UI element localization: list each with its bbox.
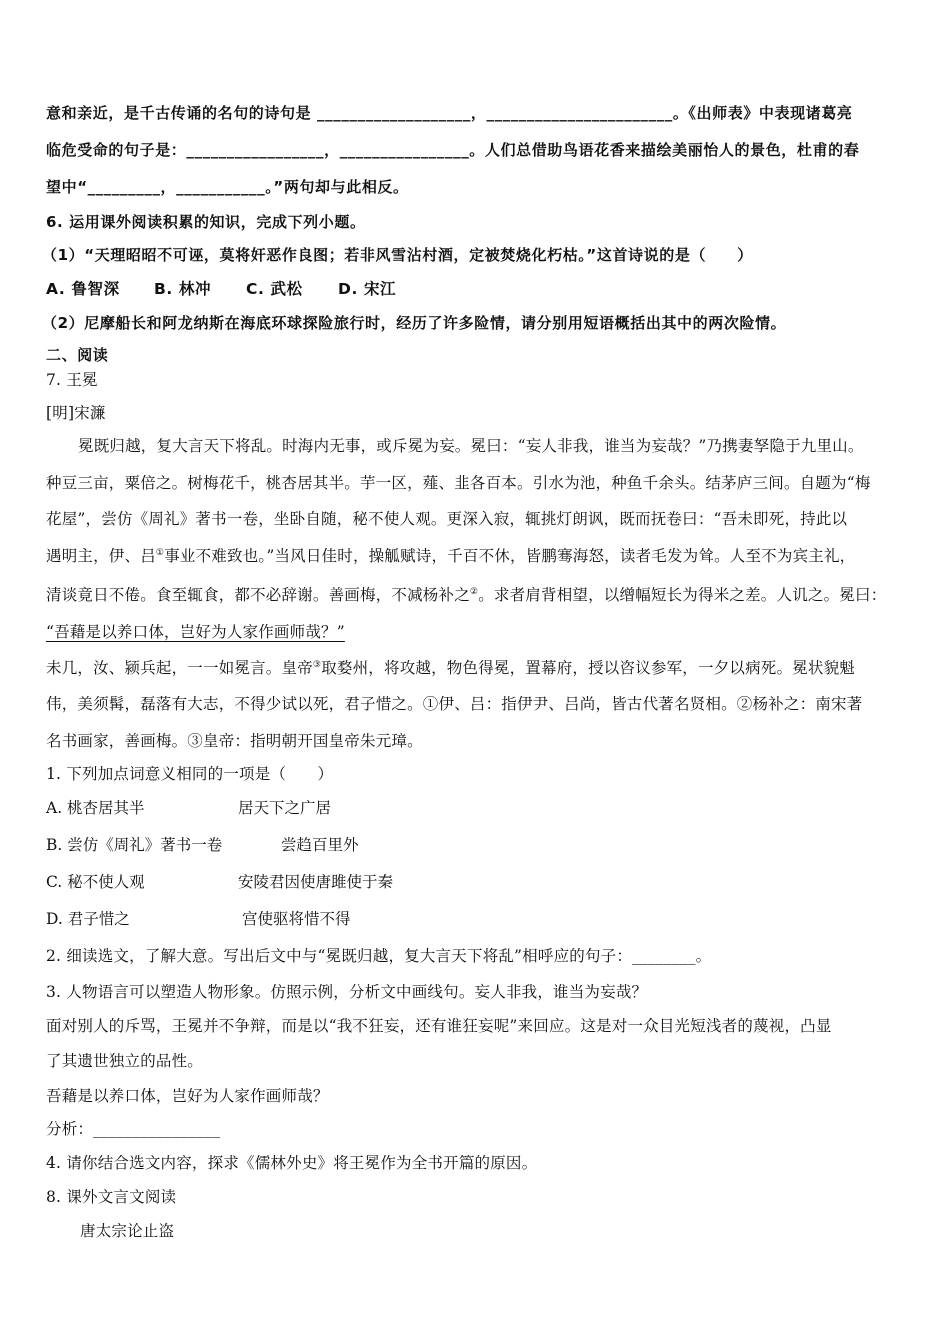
sub-question-4: 4. 请你结合选文内容，探求《儒林外史》将王冕作为全书开篇的原因。 (46, 1154, 538, 1172)
passage-line: 遇明主，伊、吕①事业不难致也。”当风日佳时，操觚赋诗，千百不休，皆鹏骞海怒，读者毛发为耸。人至不为宾主礼， (46, 547, 856, 565)
choice-d-pair: 宫使驱将惜不得 (242, 910, 351, 928)
question-8-subtitle: 唐太宗论止盗 (80, 1222, 175, 1240)
option-c: C. 武松 (246, 280, 303, 298)
passage-line: 冕既归越，复大言天下将乱。时海内无事，或斥冕为妄。冕曰：“妄人非我，谁当为妄哉？”乃携妻孥隐于九里山。 (78, 437, 864, 455)
footnote-marker: ③ (312, 659, 322, 670)
passage-line: 花屋”，尝仿《周礼》著书一卷，坐卧自随，秘不使人观。更深入寂，辄挑灯朗讽，既而抚卷曰：“吾未即死，持此以 (46, 510, 848, 528)
choice-c-pair: 安陵君因使唐雎使于秦 (238, 873, 394, 891)
underlined-sentence: “吾藉是以养口体，岂好为人家作画师哉？” (46, 623, 345, 641)
passage-author: [明]宋濂 (46, 404, 106, 422)
choice-a-pair: 居天下之广居 (238, 799, 332, 817)
choice-d-label: D. 君子惜之 (46, 910, 130, 928)
choice-c-label: C. 秘不使人观 (46, 873, 145, 891)
sub-question-2: 2. 细读选文，了解大意。写出后文中与“冕既归越，复大言天下将乱”相呼应的句子：________。 (46, 947, 712, 965)
option-a: A. 鲁智深 (46, 280, 120, 298)
choice-b-pair: 尝趋百里外 (281, 836, 359, 854)
footnote-marker: ① (155, 547, 165, 558)
choice-b-label: B. 尝仿《周礼》著书一卷 (46, 836, 223, 854)
sub-question-1: 1. 下列加点词意义相同的一项是（ ） (46, 765, 334, 783)
passage-line: 名书画家，善画梅。③皇帝：指明朝开国皇帝朱元璋。 (46, 732, 423, 750)
sub-question-3: 3. 人物语言可以塑造人物形象。仿照示例，分析文中画线句。妄人非我，谁当为妄哉？ (46, 983, 648, 1001)
question-6-title: 6. 运用课外阅读积累的知识，完成下列小题。 (46, 213, 366, 231)
example-line: 面对别人的斥骂，王冕并不争辩，而是以“我不狂妄，还有谁狂妄呢”来回应。这是对一众目光短浅者的蔑视，凸显 (46, 1017, 832, 1035)
fill-blank-line-2: 临危受命的句子是：_________________，________________。人们总借助鸟语花香来描绘美丽怡人的景色，杜甫的春 (46, 141, 860, 159)
passage-line: 未几，汝、颍兵起，一一如冕言。皇帝③取婺州，将攻越，物色得冕，置幕府，授以咨议参军，一夕以病死。冕状貌魁 (46, 659, 855, 677)
passage-line: 清谈竟日不倦。食至辄食，都不必辞谢。善画梅，不减杨补之②。求者肩背相望，以缯幅短长为得米之差。人讥之。冕曰： (46, 586, 887, 604)
option-b: B. 林冲 (154, 280, 212, 298)
question-6-sub-2: （2）尼摩船长和阿龙纳斯在海底环球探险旅行时，经历了许多险情，请分别用短语概括出其中的两次险情。 (42, 314, 787, 332)
fill-blank-line-1: 意和亲近，是千古传诵的名句的诗句是 ___________________，_______________________。《出师表》中表现诸葛亮 (46, 104, 853, 122)
question-8-title: 8. 课外文言文阅读 (46, 1188, 177, 1206)
choice-a-label: A. 桃杏居其半 (46, 799, 145, 817)
passage-line: 伟，美须髯，磊落有大志，不得少试以死，君子惜之。①伊、吕：指伊尹、吕尚，皆古代著名贤相。②杨补之：南宋著 (46, 695, 863, 713)
fill-blank-line-3: 望中“_________，___________。”两句却与此相反。 (46, 178, 409, 196)
analysis-blank: 分析：________________ (46, 1120, 221, 1138)
question-7-title: 7. 王冕 (46, 371, 98, 389)
option-d: D. 宋江 (338, 280, 397, 298)
passage-line: 种豆三亩，粟倍之。树梅花千，桃杏居其半。芋一区，薤、韭各百本。引水为池，种鱼千余头。结茅庐三间。自题为“梅 (46, 474, 871, 492)
question-6-sub-1: （1）“天理昭昭不可诬，莫将奸恶作良图；若非风雪沾村酒，定被焚烧化朽枯。”这首诗说的是（ ） (42, 246, 753, 264)
footnote-marker: ② (469, 586, 479, 597)
section-heading: 二、阅读 (46, 346, 109, 364)
quoted-sentence: 吾藉是以养口体，岂好为人家作画师哉？ (46, 1087, 329, 1105)
example-line: 了其遗世独立的品性。 (46, 1052, 204, 1070)
